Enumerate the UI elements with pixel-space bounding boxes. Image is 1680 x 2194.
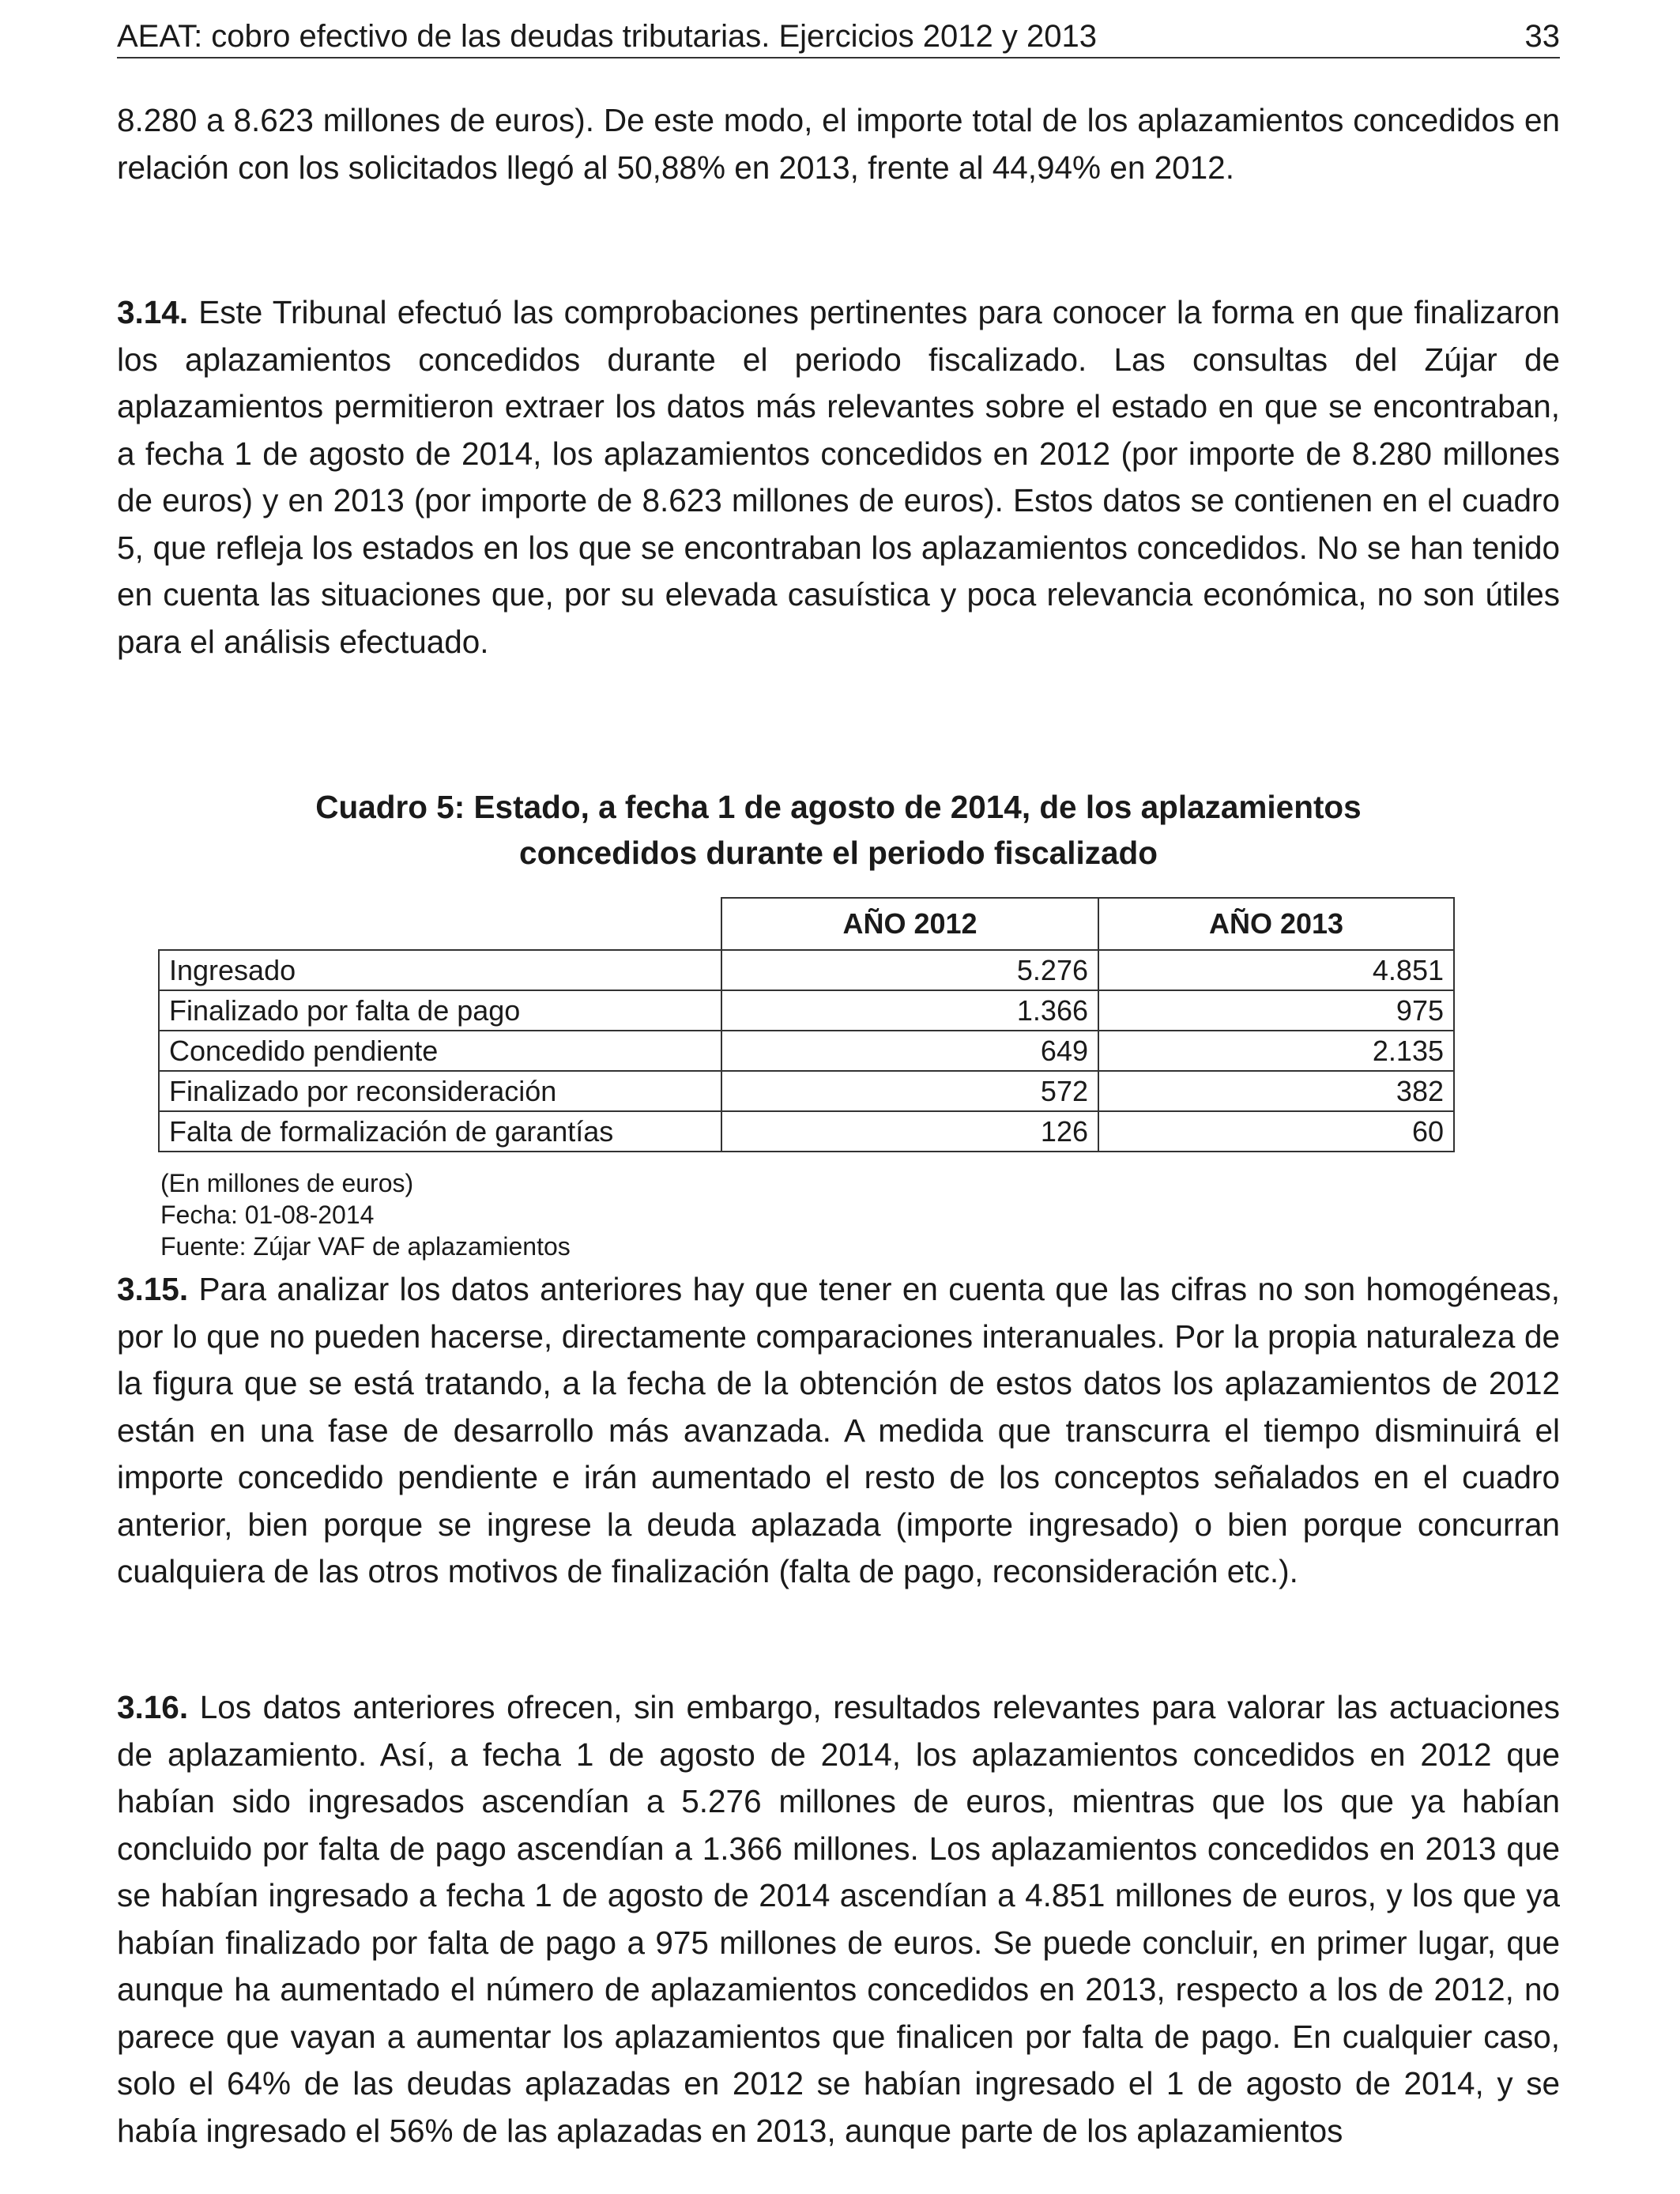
table-row: [159, 1071, 1454, 1111]
value-2013: 2.135: [1098, 1031, 1454, 1071]
paragraph-text: Este Tribunal efectuó las comprobaciones pertinentes para conocer la forma en que finalizaron los aplazamientos concedidos durante el periodo fiscalizado. Las consultas del Zújar de aplazamientos permitieron extraer los datos más relevantes sobre el estado en que se encontraban, a fecha 1 de agosto de 2014, los aplazamientos concedidos en 2012 (por importe de 8.280 millones de euros) y en 2013 (por importe de 8.623 millones de euros). Estos datos se contienen en el cuadro 5, que refleja los estados en los que se encontraban los aplazamientos concedidos. No se han tenido en cuenta las situaciones que, por su elevada casuística y poca relevancia económica, no son útiles para el análisis efectuado.: [117, 294, 1560, 660]
paragraph-number: 3.15.: [117, 1271, 189, 1307]
row-label: Finalizado por reconsideración: [159, 1071, 721, 1111]
table-notes: [160, 1167, 571, 1262]
value-2012: 649: [721, 1031, 1098, 1071]
value-2013: 4.851: [1098, 950, 1454, 990]
value-2012: 1.366: [721, 990, 1098, 1031]
table-corner-cell: [159, 898, 721, 950]
paragraph-text: Los datos anteriores ofrecen, sin embargo, resultados relevantes para valorar las actuaciones de aplazamiento. Así, a fecha 1 de agosto de 2014, los aplazamientos concedidos en 2012 que habían sido ingresados ascendían a 5.276 millones de euros, mientras que los que ya habían concluido por falta de pago ascendían a 1.366 millones. Los aplazamientos concedidos en 2013 que se habían ingresado a fecha 1 de agosto de 2014 ascendían a 4.851 millones de euros, y los que ya habían finalizado por falta de pago a 975 millones de euros. Se puede concluir, en primer lugar, que aunque ha aumentado el número de aplazamientos concedidos en 2013, respecto a los de 2012, no parece que vayan a aumentar los aplazamientos que finalicen por falta de pago. En cualquier caso, solo el 64% de las deudas aplazadas en 2012 se habían ingresado el 1 de agosto de 2014, y se había ingresado el 56% de las aplazadas en 2013, aunque parte de los aplazamientos: [117, 1689, 1560, 2149]
column-header-2013: AÑO 2013: [1098, 898, 1454, 950]
note-units: (En millones de euros): [160, 1169, 414, 1197]
table-row: [159, 990, 1454, 1031]
value-2012: 126: [721, 1111, 1098, 1152]
page-number: 33: [1524, 19, 1560, 54]
table-row: [159, 1111, 1454, 1152]
paragraph-number: 3.14.: [117, 294, 189, 330]
row-label: Falta de formalización de garantías: [159, 1111, 721, 1152]
paragraph-text: Para analizar los datos anteriores hay que tener en cuenta que las cifras no son homogéneas, por lo que no pueden hacerse, directamente comparaciones interanuales. Por la propia naturaleza de la figura que se está tratando, a la fecha de la obtención de estos datos los aplazamientos de 2012 están en una fase de desarrollo más avanzada. A medida que transcurra el tiempo disminuirá el importe concedido pendiente e irán aumentado el resto de los conceptos señalados en el cuadro anterior, bien porque se ingrese la deuda aplazada (importe ingresado) o bien porque concurran cualquiera de las otros motivos de finalización (falta de pago, reconsideración etc.).: [117, 1271, 1560, 1589]
page-header: [117, 17, 1560, 58]
table-row: [159, 1031, 1454, 1071]
table-header-row: [159, 898, 1454, 950]
value-2012: 5.276: [721, 950, 1098, 990]
header-title: AEAT: cobro efectivo de las deudas tributarias. Ejercicios 2012 y 2013: [117, 19, 1097, 54]
note-date: Fecha: 01-08-2014: [160, 1201, 375, 1229]
table-row: [159, 950, 1454, 990]
value-2013: 60: [1098, 1111, 1454, 1152]
note-source: Fuente: Zújar VAF de aplazamientos: [160, 1232, 571, 1261]
paragraph-continuation: 8.280 a 8.623 millones de euros). De este modo, el importe total de los aplazamientos concedidos en relación con los solicitados llegó al 50,88% en 2013, frente al 44,94% en 2012.: [117, 102, 1560, 186]
table-caption-line-2: concedidos durante el periodo fiscalizado: [519, 835, 1158, 871]
row-label: Concedido pendiente: [159, 1031, 721, 1071]
paragraph-3-15: [117, 1266, 1560, 1596]
status-table: [158, 897, 1455, 1152]
row-label: Finalizado por falta de pago: [159, 990, 721, 1031]
column-header-2012: AÑO 2012: [721, 898, 1098, 950]
table-caption-line-1: Cuadro 5: Estado, a fecha 1 de agosto de 2014, de los aplazamientos: [315, 789, 1362, 825]
paragraph-3-16: [117, 1684, 1560, 2154]
paragraph-number: 3.16.: [117, 1689, 189, 1725]
paragraph-3-14: [117, 289, 1560, 665]
value-2012: 572: [721, 1071, 1098, 1111]
value-2013: 975: [1098, 990, 1454, 1031]
row-label: Ingresado: [159, 950, 721, 990]
value-2013: 382: [1098, 1071, 1454, 1111]
